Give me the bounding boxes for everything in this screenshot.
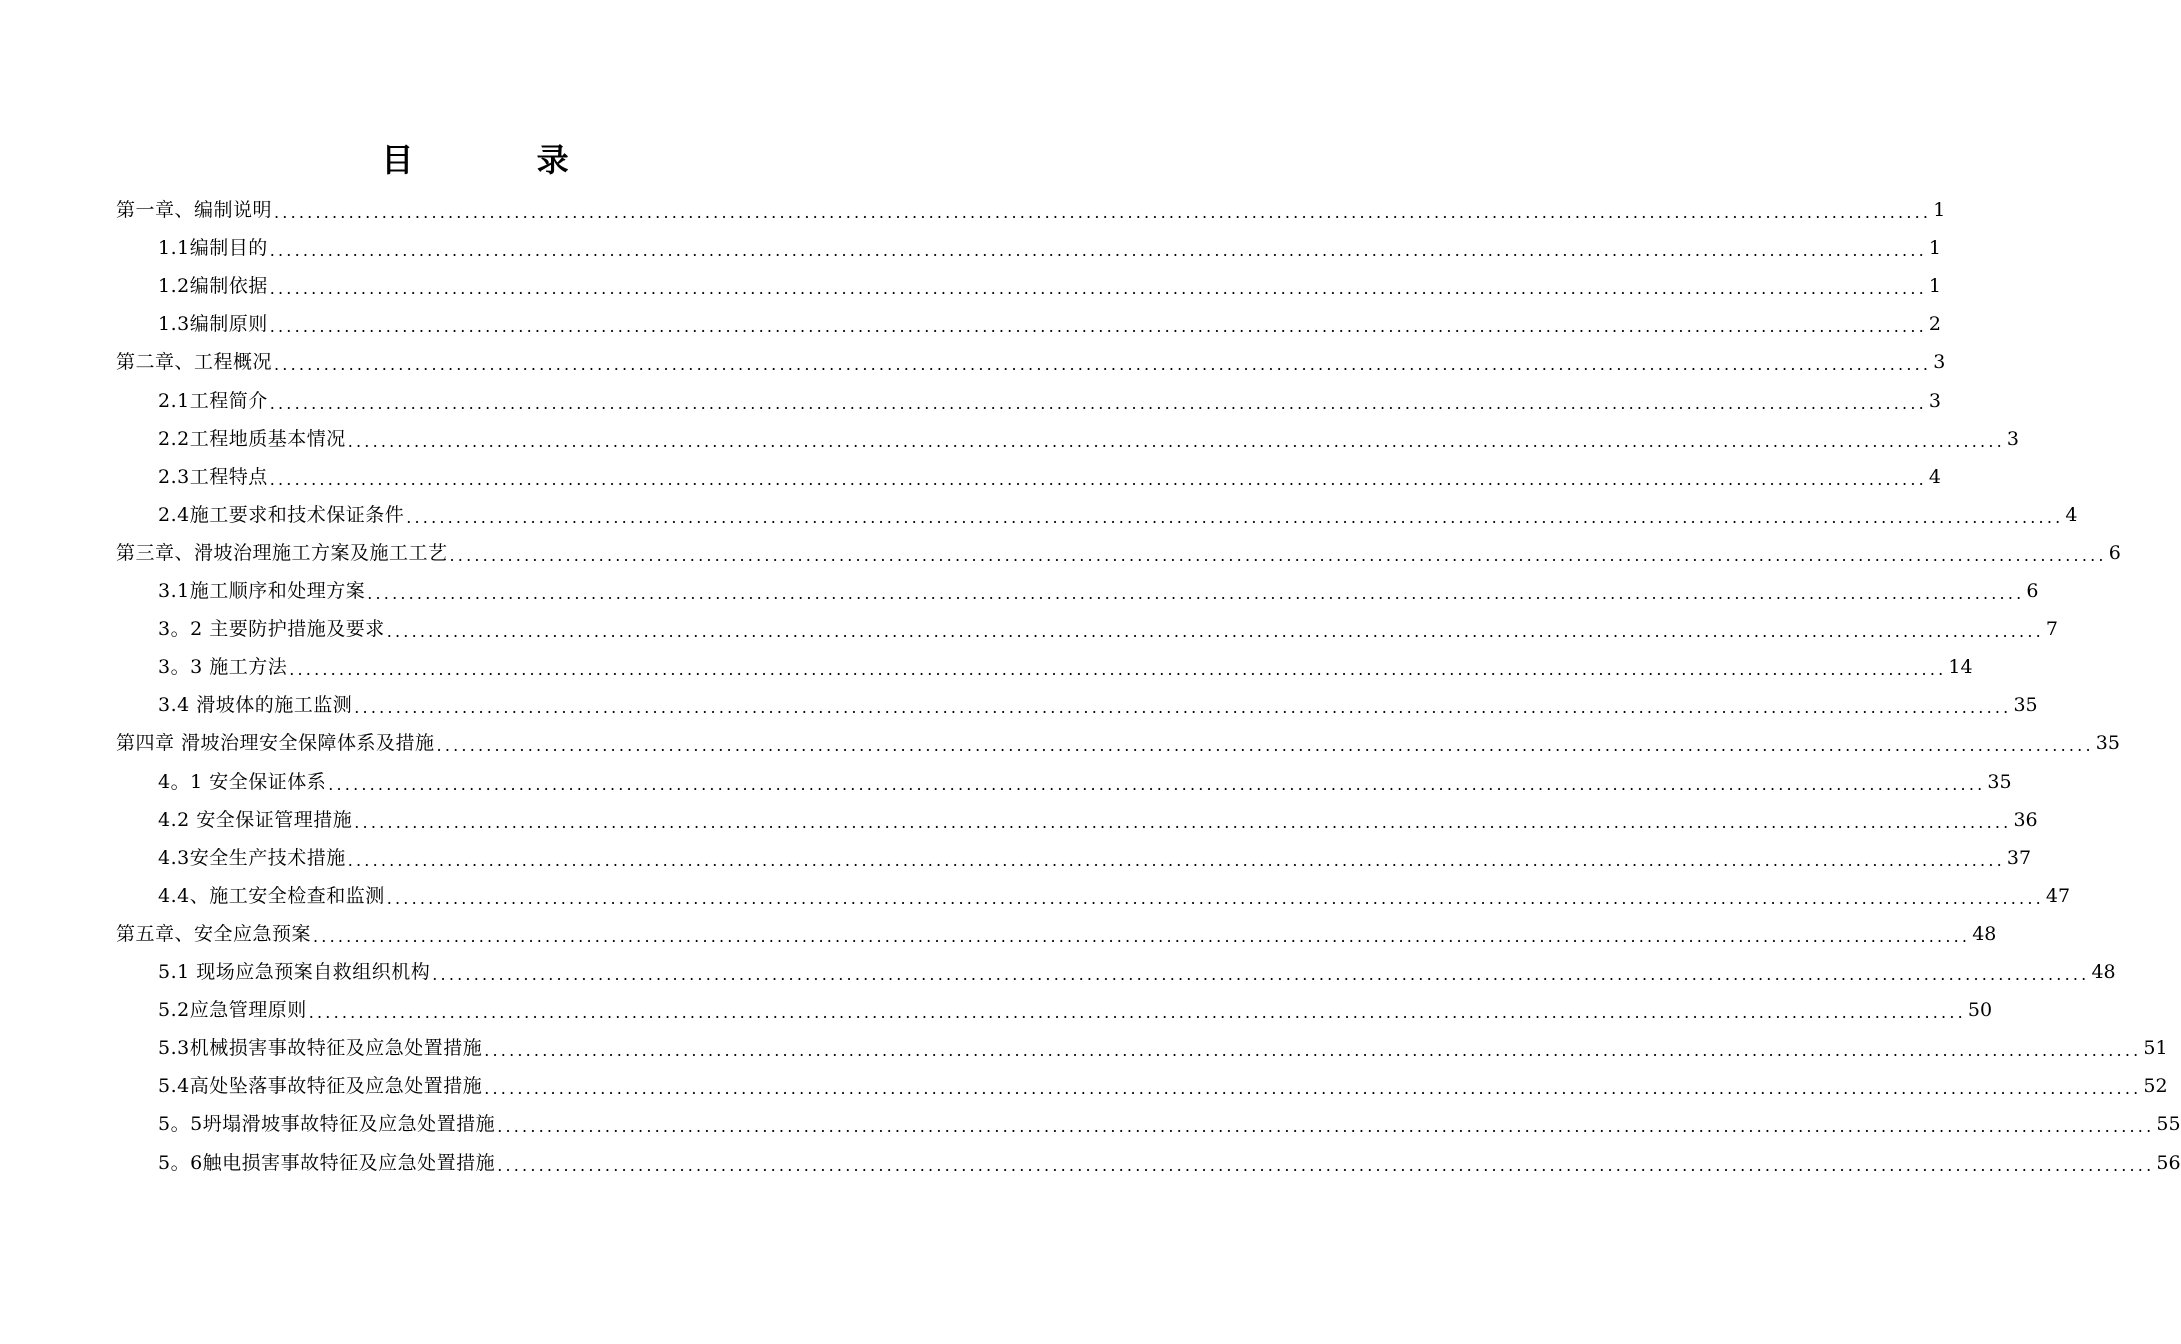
toc-entry-label: 1.3编制原则: [158, 313, 268, 336]
toc-entry[interactable]: [158, 572, 2039, 610]
toc-entry-page: 48: [1972, 922, 1997, 945]
toc-dot-leader: ........................................................................................................................................................................................................: [406, 507, 2064, 527]
toc-dot-leader: ........................................................................................................................................................................................................: [354, 698, 2012, 718]
toc-entry[interactable]: [158, 267, 1941, 305]
toc-dot-leader: ........................................................................................................................................................................................................: [269, 469, 1927, 489]
toc-entry[interactable]: [158, 1067, 2168, 1105]
toc-entry-label: 5。5坍塌滑坡事故特征及应急处置措施: [158, 1113, 496, 1136]
toc-entry-page: 36: [2013, 808, 2038, 831]
toc-entry[interactable]: [158, 382, 1941, 420]
toc-entry[interactable]: [158, 991, 1993, 1029]
toc-entry-label: 2.1工程简介: [158, 389, 268, 412]
toc-dot-leader: ........................................................................................................................................................................................................: [484, 1079, 2142, 1099]
toc-entry[interactable]: [116, 724, 2120, 762]
toc-entry-page: 55: [2156, 1113, 2181, 1136]
toc-entry[interactable]: [158, 420, 2019, 458]
toc-entry-page: 48: [2091, 961, 2116, 983]
toc-entry-page: 1: [1928, 237, 1941, 260]
toc-entry-label: 4.4、施工安全检查和监测: [158, 884, 385, 907]
toc-entry-label: 4。1 安全保证体系: [158, 770, 327, 793]
toc-dot-leader: ........................................................................................................................................................................................................: [386, 622, 2044, 642]
toc-entry[interactable]: [158, 458, 1941, 496]
toc-entry[interactable]: [158, 686, 2038, 724]
toc-entry-label: 3。2 主要防护措施及要求: [158, 618, 385, 641]
toc-entry-label: 1.1编制目的: [158, 237, 268, 260]
toc-entry[interactable]: [158, 1029, 2168, 1067]
toc-entry-page: 56: [2156, 1151, 2181, 1174]
toc-entry-label: 5.2应急管理原则: [158, 999, 307, 1022]
toc-dot-leader: ........................................................................................................................................................................................................: [432, 965, 2090, 984]
page-title: 目 录: [381, 141, 625, 179]
toc-dot-leader: ........................................................................................................................................................................................................: [484, 1041, 2142, 1061]
toc-dot-leader: ........................................................................................................................................................................................................: [313, 926, 1971, 946]
toc-entry-page: 51: [2143, 1037, 2168, 1060]
toc-entry[interactable]: [158, 610, 2058, 648]
toc-dot-leader: ........................................................................................................................................................................................................: [449, 545, 2107, 565]
toc-entry[interactable]: [158, 305, 1941, 343]
toc-dot-leader: ........................................................................................................................................................................................................: [386, 888, 2044, 908]
toc-dot-leader: ........................................................................................................................................................................................................: [269, 241, 1927, 261]
toc-entry[interactable]: [116, 915, 1997, 953]
toc-entry-label: 2.3工程特点: [158, 465, 268, 488]
toc-dot-leader: ........................................................................................................................................................................................................: [367, 584, 2025, 603]
toc-dot-leader: ........................................................................................................................................................................................................: [347, 431, 2005, 451]
toc-entry-page: 6: [2108, 541, 2121, 564]
toc-dot-leader: ........................................................................................................................................................................................................: [269, 393, 1927, 413]
toc-dot-leader: ........................................................................................................................................................................................................: [347, 850, 2005, 870]
toc-entry[interactable]: [158, 839, 2032, 877]
toc-entry[interactable]: [116, 534, 2121, 572]
toc-entry-page: 37: [2006, 846, 2032, 869]
toc-entry[interactable]: [158, 953, 2116, 991]
toc-entry-label: 第四章 滑坡治理安全保障体系及措施: [116, 732, 435, 755]
toc-entry-label: 5。6触电损害事故特征及应急处置措施: [158, 1151, 496, 1174]
toc-entry-page: 35: [2095, 732, 2120, 755]
toc-entry-page: 52: [2143, 1075, 2168, 1098]
toc-entry-label: 4.2 安全保证管理措施: [158, 808, 353, 831]
toc-entry-label: 第二章、工程概况: [116, 351, 273, 374]
toc-entry-page: 7: [2045, 618, 2058, 641]
toc-entry-label: 4.3安全生产技术措施: [158, 846, 346, 869]
toc-entry-page: 4: [1928, 465, 1941, 488]
toc-entry[interactable]: [158, 1144, 2181, 1182]
toc-dot-leader: ........................................................................................................................................................................................................: [354, 812, 2012, 832]
toc-dot-leader: ........................................................................................................................................................................................................: [328, 774, 1986, 794]
toc-entry-label: 2.2工程地质基本情况: [158, 427, 346, 450]
toc-entry-label: 3。3 施工方法: [158, 656, 288, 679]
toc-entry-label: 1.2编制依据: [158, 275, 268, 298]
toc-dot-leader: ........................................................................................................................................................................................................: [436, 736, 2094, 756]
toc-entry-label: 5.3机械损害事故特征及应急处置措施: [158, 1037, 483, 1060]
toc-entry-page: 6: [2026, 580, 2039, 602]
toc-entry-page: 35: [2013, 694, 2038, 717]
toc-entry-page: 3: [1928, 389, 1941, 412]
toc-entry[interactable]: [158, 1105, 2181, 1143]
toc-dot-leader: ........................................................................................................................................................................................................: [269, 317, 1927, 337]
toc-entry-page: 3: [2006, 427, 2019, 450]
toc-dot-leader: ........................................................................................................................................................................................................: [497, 1117, 2155, 1137]
toc-dot-leader: ........................................................................................................................................................................................................: [269, 279, 1927, 299]
toc-dot-leader: ........................................................................................................................................................................................................: [274, 203, 1932, 222]
toc-dot-leader: ........................................................................................................................................................................................................: [308, 1003, 1966, 1023]
toc-entry-page: 14: [1948, 656, 1973, 679]
toc-entry-label: 第一章、编制说明: [116, 199, 273, 221]
toc-entry-page: 47: [2045, 884, 2071, 907]
toc-entry[interactable]: [116, 191, 1946, 229]
toc-entry[interactable]: [158, 496, 2078, 534]
toc-entry-label: 第五章、安全应急预案: [116, 922, 312, 945]
toc-entry[interactable]: [116, 343, 1946, 381]
toc-dot-leader: ........................................................................................................................................................................................................: [289, 660, 1947, 680]
toc-entry-label: 2.4施工要求和技术保证条件: [158, 503, 405, 526]
toc-entry-page: 35: [1987, 770, 2012, 793]
toc-entry[interactable]: [158, 801, 2038, 839]
toc-entry-label: 5.4高处坠落事故特征及应急处置措施: [158, 1075, 483, 1098]
toc-entry-label: 5.1 现场应急预案自救组织机构: [158, 961, 431, 983]
toc-entry-page: 1: [1933, 199, 1946, 221]
toc-entry-label: 3.4 滑坡体的施工监测: [158, 694, 353, 717]
toc-entry[interactable]: [158, 229, 1941, 267]
toc-entry-page: 2: [1928, 313, 1941, 336]
toc-entry[interactable]: [158, 648, 1973, 686]
toc-entry-page: 50: [1967, 999, 1993, 1022]
toc-entry[interactable]: [158, 877, 2071, 915]
toc-entry-page: 3: [1933, 351, 1946, 374]
toc-entry-page: 1: [1928, 275, 1941, 298]
toc-dot-leader: ........................................................................................................................................................................................................: [497, 1155, 2155, 1175]
toc-entry-label: 第三章、滑坡治理施工方案及施工工艺: [116, 541, 448, 564]
toc-dot-leader: ........................................................................................................................................................................................................: [274, 355, 1932, 375]
toc-entry-label: 3.1施工顺序和处理方案: [158, 580, 366, 602]
toc-entry-page: 4: [2065, 503, 2078, 526]
toc-entry[interactable]: [158, 763, 2012, 801]
